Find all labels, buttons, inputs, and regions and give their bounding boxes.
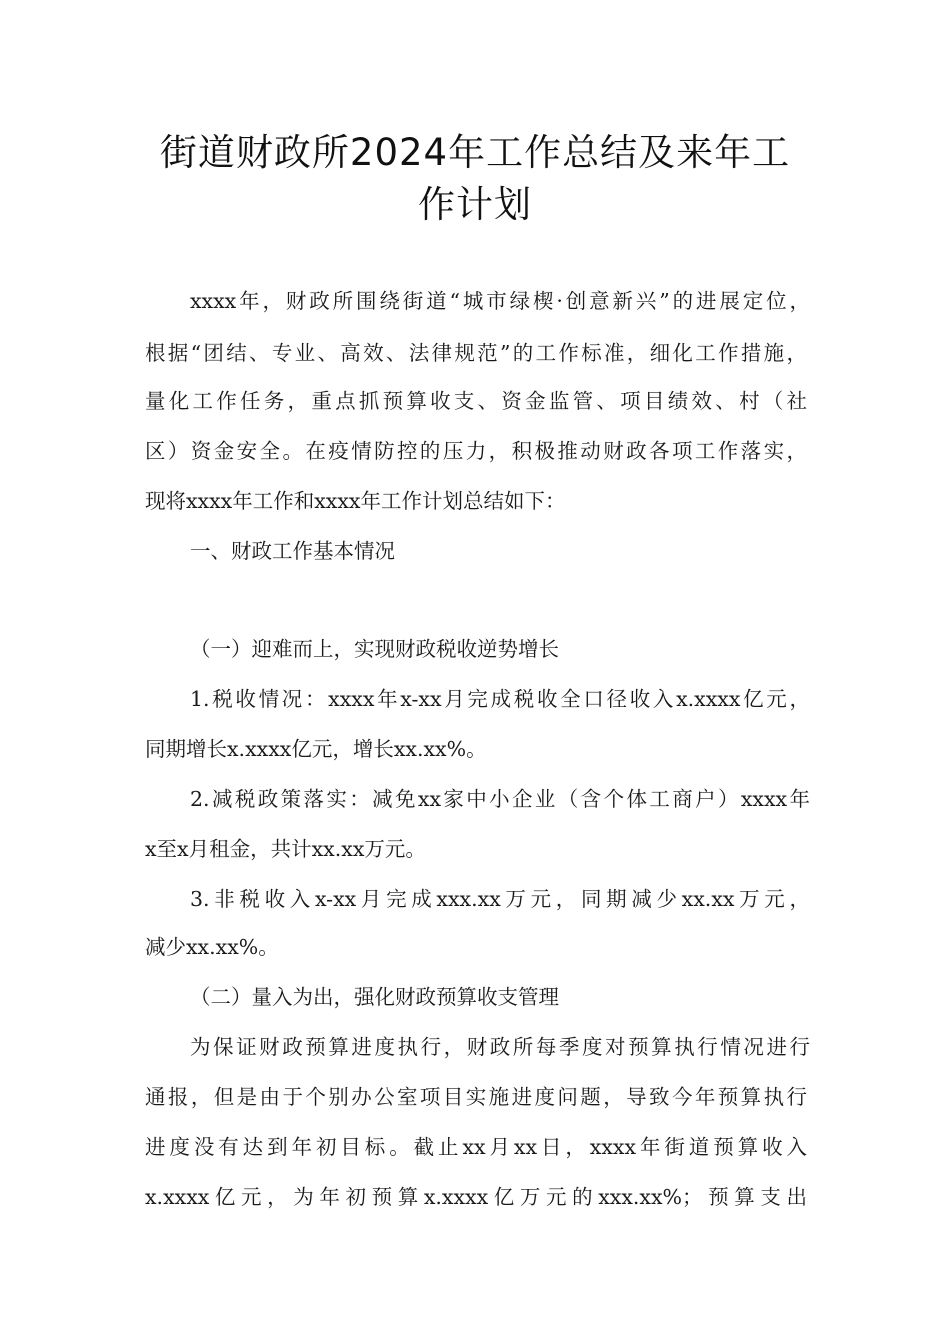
subsection-heading: （一）迎难而上，实现财政税收逆势增长	[190, 637, 559, 661]
paragraph-line: 现将xxxx年工作和xxxx年工作计划总结如下：	[145, 489, 566, 513]
paragraph-line: 同期增长x.xxxx亿元，增长xx.xx%。	[145, 737, 487, 761]
paragraph-line: 量化工作任务，重点抓预算收支、资金监管、项目绩效、村（社	[145, 389, 807, 413]
paragraph-line: 3.非税收入x-xx月完成xxx.xx万元，同期减少xx.xx万元，	[190, 887, 810, 911]
paragraph-line: 通报，但是由于个别办公室项目实施进度问题，导致今年预算执行	[145, 1085, 807, 1109]
paragraph-line: xxxx年，财政所围绕街道“城市绿楔·创意新兴”的进展定位，	[190, 289, 810, 313]
paragraph-line: x.xxxx亿元，为年初预算x.xxxx亿万元的xxx.xx%；预算支出	[145, 1185, 807, 1209]
paragraph-line: 减少xx.xx%。	[145, 935, 279, 959]
section-heading: 一、财政工作基本情况	[190, 539, 395, 563]
document-title-line-1: 街道财政所2024年工作总结及来年工	[159, 131, 791, 174]
paragraph-line: 根据“团结、专业、高效、法律规范”的工作标准，细化工作措施，	[145, 341, 807, 365]
paragraph-line: 区）资金安全。在疫情防控的压力，积极推动财政各项工作落实，	[145, 439, 807, 463]
paragraph-line: x至x月租金，共计xx.xx万元。	[145, 837, 426, 861]
paragraph-line: 进度没有达到年初目标。截止xx月xx日，xxxx年街道预算收入	[145, 1135, 807, 1159]
paragraph-line: 2.减税政策落实：减免xx家中小企业（含个体工商户）xxxx年	[190, 787, 810, 811]
paragraph-line: 为保证财政预算进度执行，财政所每季度对预算执行情况进行	[190, 1035, 810, 1059]
subsection-heading: （二）量入为出，强化财政预算收支管理	[190, 985, 559, 1009]
paragraph-line: 1.税收情况：xxxx年x-xx月完成税收全口径收入x.xxxx亿元，	[190, 687, 810, 711]
document-title-line-2: 作计划	[418, 183, 532, 226]
